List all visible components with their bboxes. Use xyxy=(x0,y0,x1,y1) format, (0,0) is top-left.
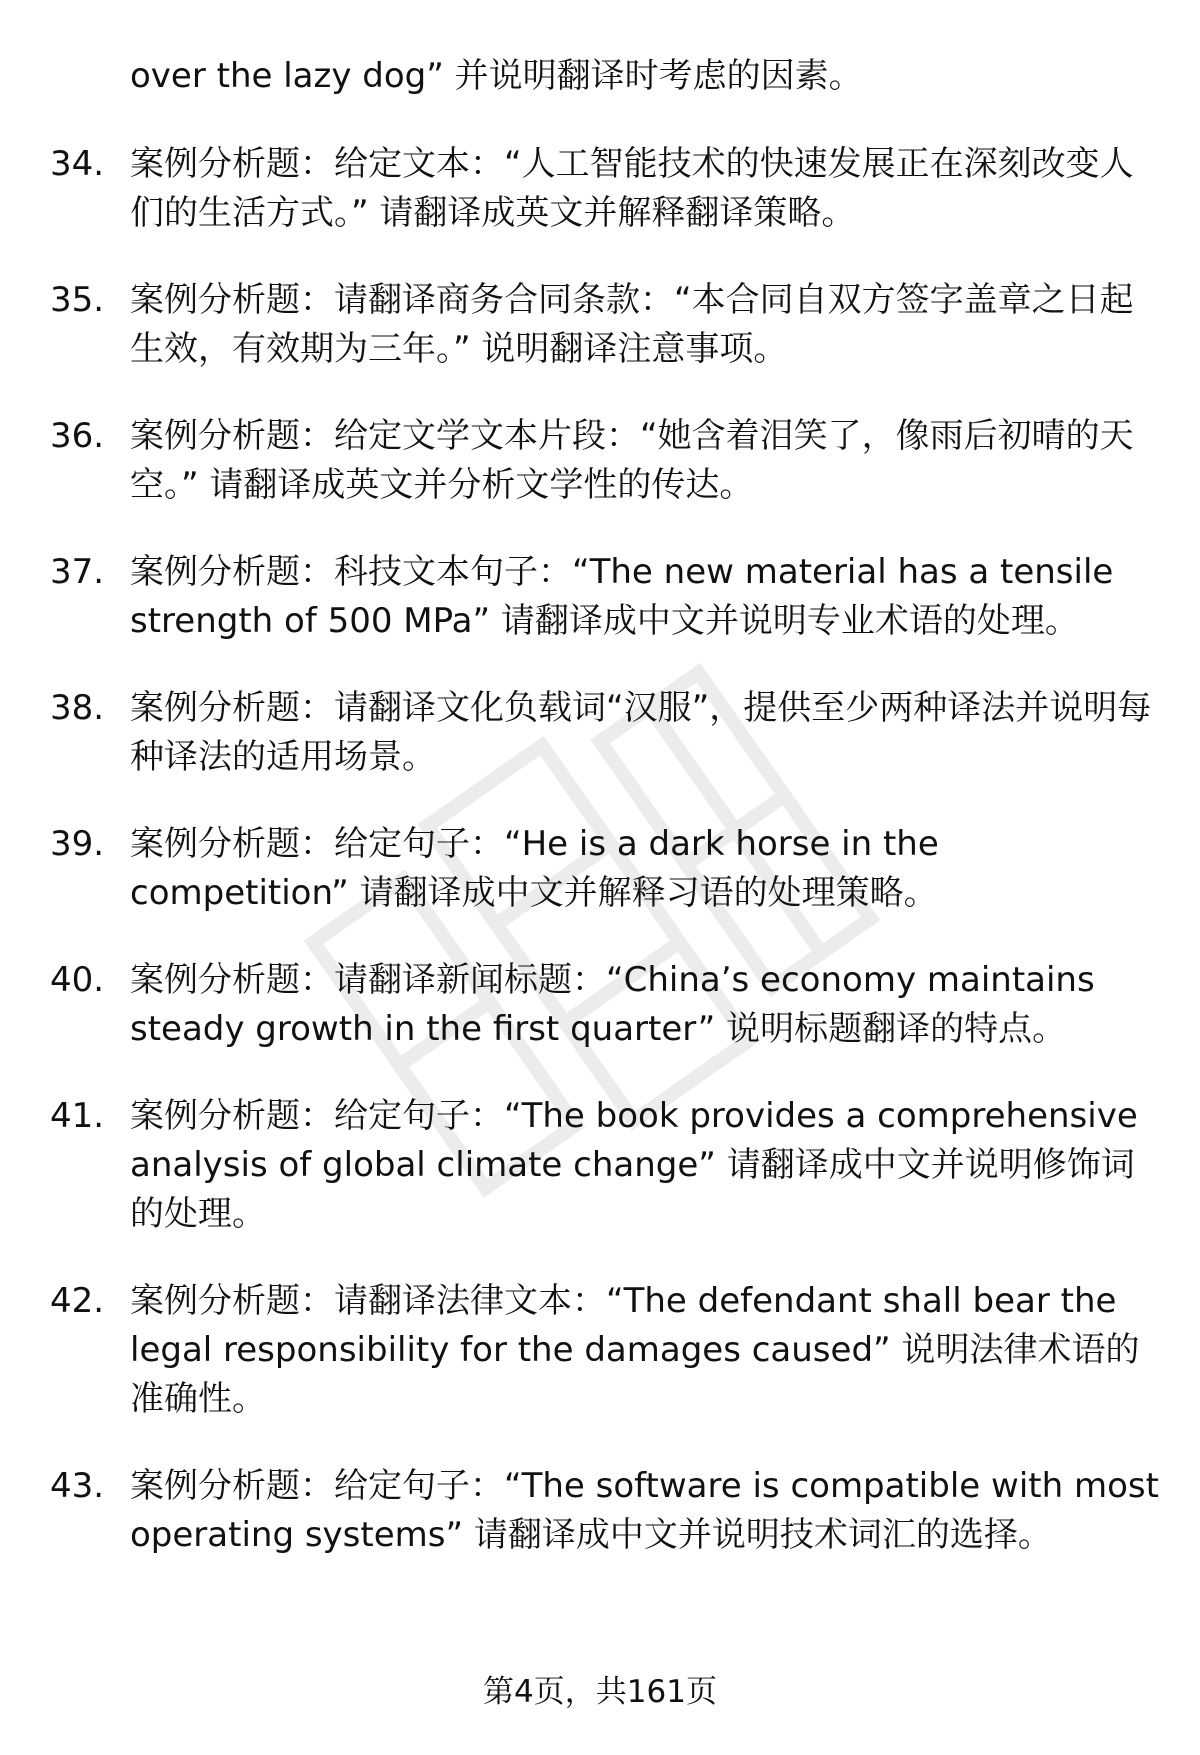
item-number: 37. xyxy=(50,552,105,592)
list-item xyxy=(50,684,1160,782)
item-number: 38. xyxy=(50,688,105,728)
list-item xyxy=(50,276,1160,374)
item-number: 39. xyxy=(50,824,105,864)
item-number: 42. xyxy=(50,1281,105,1321)
list-item xyxy=(50,1277,1160,1424)
item-number: 36. xyxy=(50,416,105,456)
list-item xyxy=(50,548,1160,646)
item-text: 案例分析题：请翻译商务合同条款：“本合同自双方签字盖章之日起生效，有效期为三年。” 说明翻译注意事项。 xyxy=(130,280,1134,369)
item-text: 案例分析题：请翻译文化负载词“汉服”，提供至少两种译法并说明每种译法的适用场景。 xyxy=(130,688,1152,777)
item-text: 案例分析题：请翻译法律文本：“The defendant shall bear the legal responsibility for the damages caused” 说明法律术语的准确性。 xyxy=(130,1281,1140,1419)
list-item xyxy=(50,140,1160,238)
item-number: 35. xyxy=(50,280,105,320)
page-number-footer: 第4页，共161页 xyxy=(483,1674,717,1710)
item-text: 案例分析题：科技文本句子：“The new material has a tensile strength of 500 MPa” 请翻译成中文并说明专业术语的处理。 xyxy=(130,552,1114,641)
item-text: 案例分析题：给定句子：“He is a dark horse in the competition” 请翻译成中文并解释习语的处理策略。 xyxy=(130,824,939,913)
list-item xyxy=(50,956,1160,1054)
question-list xyxy=(50,52,1160,1598)
list-item xyxy=(50,1092,1160,1239)
list-item xyxy=(50,412,1160,510)
item-text: 案例分析题：给定文本：“人工智能技术的快速发展正在深刻改变人们的生活方式。” 请翻译成英文并解释翻译策略。 xyxy=(130,144,1134,233)
item-number: 43. xyxy=(50,1466,105,1506)
list-item xyxy=(50,1462,1160,1560)
item-text: 案例分析题：给定句子：“The book provides a comprehensive analysis of global climate change” 请翻译成中文并说明修饰词的处理。 xyxy=(130,1096,1138,1234)
item-number: 34. xyxy=(50,144,105,184)
continuation-line: over the lazy dog” 并说明翻译时考虑的因素。 xyxy=(130,56,863,96)
item-text: 案例分析题：给定文学文本片段：“她含着泪笑了，像雨后初晴的天空。” 请翻译成英文并分析文学性的传达。 xyxy=(130,416,1134,505)
item-number: 40. xyxy=(50,960,105,1000)
item-number: 41. xyxy=(50,1096,105,1136)
item-text: 案例分析题：给定句子：“The software is compatible with most operating systems” 请翻译成中文并说明技术词汇的选择。 xyxy=(130,1466,1159,1555)
list-item xyxy=(50,820,1160,918)
item-text: 案例分析题：请翻译新闻标题：“China’s economy maintains steady growth in the first quarter” 说明标题翻译的特点。 xyxy=(130,960,1095,1049)
